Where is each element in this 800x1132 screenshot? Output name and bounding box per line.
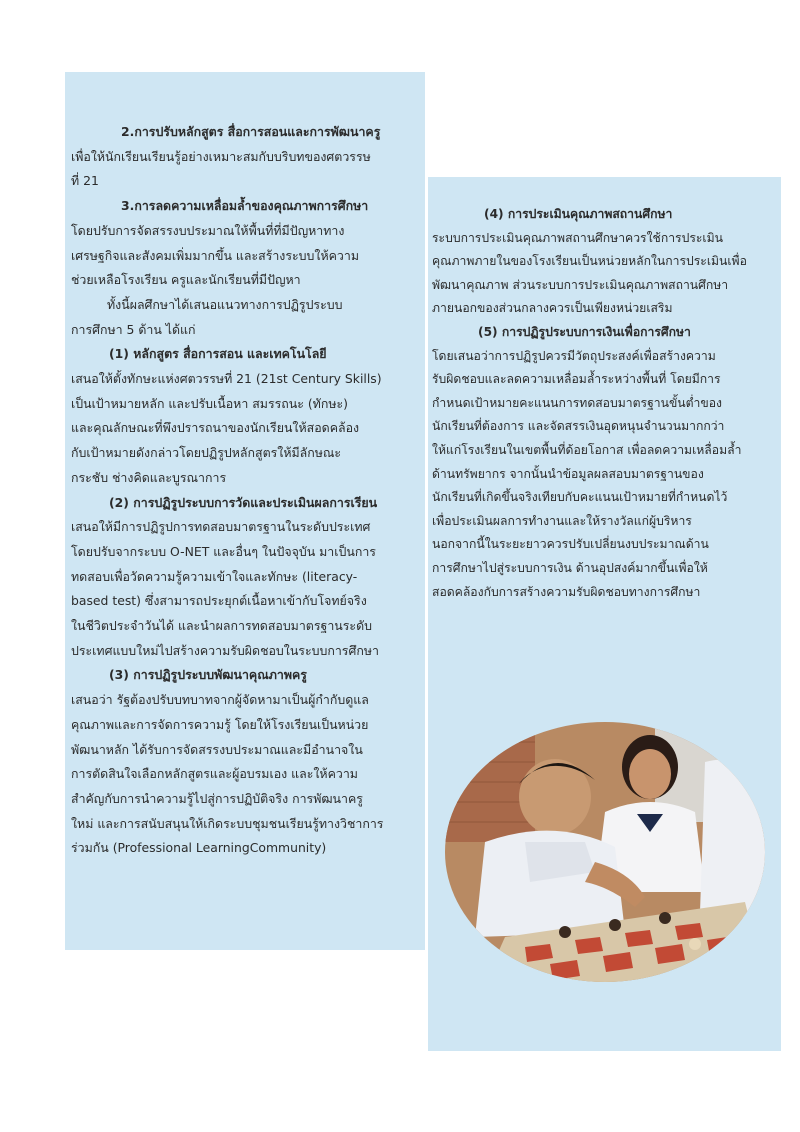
paragraph-line: เศรษฐกิจและสังคมเพิ่มมากขึ้น และสร้างระบบให้ความ [71, 247, 359, 263]
paragraph-line: โดยปรับการจัดสรรงบประมาณให้พื้นที่ที่มีปัญหาทาง [71, 222, 345, 238]
paragraph-line: สำคัญกับการนำความรู้ไปสู่การปฏิบัติจริง การพัฒนาครู [71, 790, 363, 806]
paragraph-line: ในชีวิตประจำวันได้ และนำผลการทดสอบมาตรฐานระดับ [71, 618, 372, 634]
paragraph-line: เสนอให้ตั้งทักษะแห่งศตวรรษที่ 21 (21st Century Skills) [71, 371, 382, 387]
heading-item-3: (3) การปฏิรูประบบพัฒนาคุณภาพครู [109, 667, 307, 683]
paragraph-line: และคุณลักษณะที่พึงปรารถนาของนักเรียนให้สอดคล้อง [71, 420, 360, 436]
paragraph-line: เพื่อให้นักเรียนเรียนรู้อย่างเหมาะสมกับบริบทของศตวรรษ [71, 148, 371, 164]
paragraph-line: การตัดสินใจเลือกหลักสูตรและผู้อบรมเอง และให้ความ [71, 766, 358, 782]
paragraph-line: โดยปรับจากระบบ O-NET และอื่นๆ ในปัจจุบัน มาเป็นการ [71, 543, 376, 559]
paragraph-line: การศึกษาไปสู่ระบบการเงิน ด้านอุปสงค์มากขึ้นเพื่อให้ [432, 560, 708, 575]
heading-item-2: (2) การปฏิรูประบบการวัดและประเมินผลการเรียน [109, 494, 378, 510]
paragraph-line: เสนอให้มีการปฏิรูปการทดสอบมาตรฐานในระดับประเทศ [71, 519, 371, 535]
heading-curriculum-reform: 2.การปรับหลักสูตร สื่อการสอนและการพัฒนาครู [121, 124, 381, 139]
paragraph-line: นักเรียนที่ต้องการ และจัดสรรเงินอุดหนุนจำนวนมากกว่า [432, 419, 725, 434]
paragraph-line: เสนอว่า รัฐต้องปรับบทบาทจากผู้จัดหามาเป็นผู้กำกับดูแล [71, 692, 369, 708]
paragraph-line: นักเรียนที่เกิดขึ้นจริงเทียบกับคะแนนเป้าหมายที่กำหนดไว้ [432, 490, 728, 505]
paragraph-line: ประเทศแบบใหม่ไปสร้างความรับผิดชอบในระบบการศึกษา [71, 642, 379, 658]
paragraph-line: รับผิดชอบและลดความเหลื่อมล้ำระหว่างพื้นที่ โดยมีการ [432, 372, 721, 387]
paragraph-line: ภายนอกของส่วนกลางควรเป็นเพียงหน่วยเสริม [432, 301, 673, 316]
heading-reduce-inequality: 3.การลดความเหลื่อมล้ำของคุณภาพการศึกษา [121, 198, 369, 214]
paragraph-line: กระชับ ช่างคิดและบูรณาการ [71, 469, 227, 485]
paragraph-line: กับเป้าหมายดังกล่าวโดยปฏิรูปหลักสูตรให้มีลักษณะ [71, 445, 342, 461]
paragraph-line: ทดสอบเพื่อวัดความรู้ความเข้าใจและทักษะ (literacy- [71, 568, 358, 584]
students-playing-board-game-photo [445, 722, 765, 982]
heading-item-4: (4) การประเมินคุณภาพสถานศึกษา [484, 207, 673, 221]
paragraph-line: ด้านทรัพยากร จากนั้นนำข้อมูลผลสอบมาตรฐานของ [432, 466, 704, 481]
paragraph-line: คุณภาพและการจัดการความรู้ โดยให้โรงเรียนเป็นหน่วย [71, 716, 369, 732]
paragraph-line: นอกจากนี้ในระยะยาวควรปรับเปลี่ยนงบประมาณด้าน [432, 537, 709, 552]
paragraph-line: ระบบการประเมินคุณภาพสถานศึกษาควรใช้การประเมิน [432, 230, 723, 245]
left-text-panel [65, 72, 425, 950]
paragraph-line: คุณภาพภายในของโรงเรียนเป็นหน่วยหลักในการประเมินเพื่อ [432, 254, 747, 269]
heading-item-1: (1) หลักสูตร สื่อการสอน และเทคโนโลยี [109, 346, 327, 362]
paragraph-line: การศึกษา 5 ด้าน ได้แก่ [71, 321, 196, 337]
paragraph-line: โดยเสนอว่าการปฏิรูปควรมีวัตถุประสงค์เพื่อสร้างความ [432, 348, 716, 363]
paragraph-line: เป็นเป้าหมายหลัก และปรับเนื้อหา สมรรถนะ (ทักษะ) [71, 395, 348, 411]
paragraph-line: สอดคล้องกับการสร้างความรับผิดชอบทางการศึกษา [432, 584, 701, 599]
paragraph-line: ร่วมกัน (Professional LearningCommunity) [71, 840, 327, 856]
paragraph-line: based test) ซึ่งสามารถประยุกต์เนื้อหาเข้ากับโจทย์จริง [71, 593, 367, 609]
paragraph-line: เพื่อประเมินผลการทำงานและให้รางวัลแก่ผู้บริหาร [432, 513, 692, 528]
paragraph-line: ให้แก่โรงเรียนในเขตพื้นที่ด้อยโอกาส เพื่อลดความเหลื่อมล้ำ [432, 442, 742, 457]
paragraph-line: กำหนดเป้าหมายคะแนนการทดสอบมาตรฐานขั้นต่ำของ [432, 395, 722, 410]
paragraph-line: ใหม่ และการสนับสนุนให้เกิดระบบชุมชนเรียนรู้ทางวิชาการ [71, 815, 384, 831]
paragraph-line: พัฒนาคุณภาพ ส่วนระบบการประเมินคุณภาพสถานศึกษา [432, 277, 729, 292]
paragraph-line: ทั้งนี้ผลศึกษาได้เสนอแนวทางการปฏิรูประบบ [107, 296, 343, 312]
paragraph-line: ที่ 21 [71, 173, 99, 189]
heading-item-5: (5) การปฏิรูประบบการเงินเพื่อการศึกษา [478, 324, 691, 339]
paragraph-line: ช่วยเหลือโรงเรียน ครูและนักเรียนที่มีปัญหา [71, 272, 301, 288]
paragraph-line: พัฒนาหลัก ได้รับการจัดสรรงบประมาณและมีอำนาจใน [71, 741, 363, 757]
